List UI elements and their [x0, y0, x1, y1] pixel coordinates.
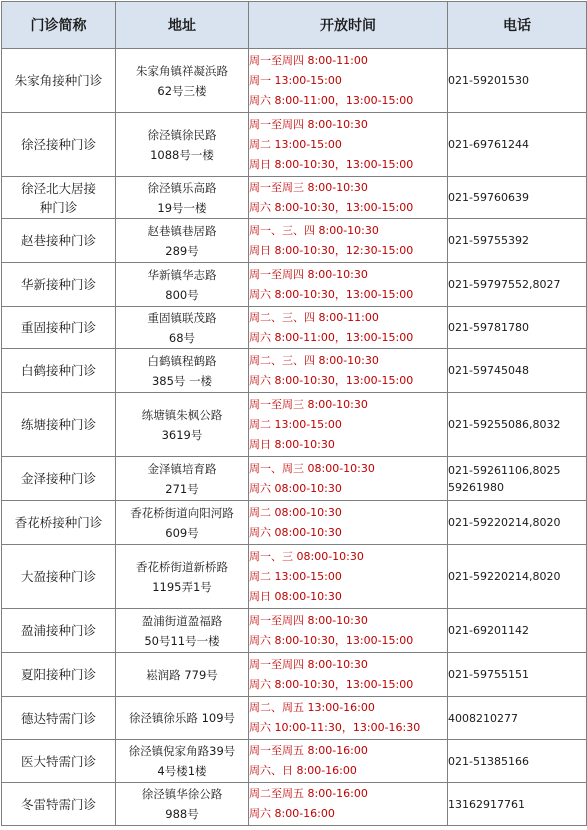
header-address: 地址: [116, 2, 249, 49]
address-line: 19号一楼: [157, 200, 207, 215]
phone-cell: [448, 740, 587, 783]
table-row: [2, 349, 587, 393]
phone-number: 021-69201142: [448, 624, 529, 637]
table-row: [2, 457, 587, 501]
address-line: 1195弄1号: [152, 579, 212, 594]
clinic-name-cell: 香花桥接种门诊: [2, 501, 116, 545]
opening-hours-line: 周二 13:00-15:00: [249, 417, 342, 431]
phone-cell: [448, 783, 587, 826]
opening-hours-cell: [249, 307, 448, 349]
opening-hours-cell: [249, 545, 448, 609]
address-line: 68号: [168, 330, 196, 345]
opening-hours-line: 周一至周五 8:00-16:00: [249, 744, 368, 757]
phone-number: 021-59745048: [448, 364, 529, 377]
address-line: 271号: [165, 481, 199, 496]
clinic-schedule-table: [1, 1, 587, 826]
opening-hours-line: 周六 08:00-10:30: [249, 481, 342, 495]
opening-hours-line: 周二至周五 8:00-16:00: [249, 787, 368, 800]
table-row: [2, 653, 587, 697]
clinic-name-cell: 朱家角接种门诊: [2, 49, 116, 113]
opening-hours-line: 周六、日 8:00-16:00: [249, 764, 357, 777]
clinic-name-cell: 冬雷特需门诊: [2, 783, 116, 826]
address-cell: [116, 697, 249, 740]
address-line: 3619号: [161, 427, 203, 442]
address-line: 988号: [165, 807, 199, 821]
clinic-name-cell: 练塘接种门诊: [2, 393, 116, 457]
phone-number: 021-59220214,8020: [448, 516, 561, 529]
clinic-name-cell: 大盈接种门诊: [2, 545, 116, 609]
table-row: [2, 501, 587, 545]
address-cell: [116, 49, 249, 113]
opening-hours-line: 周一至周四 8:00-11:00: [249, 53, 368, 67]
address-cell: [116, 349, 249, 393]
opening-hours-cell: [249, 177, 448, 219]
opening-hours-line: 周二、三、四 8:00-11:00: [249, 310, 379, 324]
phone-cell: [448, 653, 587, 697]
phone-cell: [448, 177, 587, 219]
address-cell: [116, 263, 249, 307]
phone-cell: [448, 545, 587, 609]
phone-cell: [448, 609, 587, 653]
phone-number: 021-59255086,8032: [448, 418, 561, 431]
phone-cell: [448, 393, 587, 457]
phone-cell: [448, 457, 587, 501]
opening-hours-line: 周日 08:00-10:30: [249, 589, 342, 603]
address-cell: [116, 545, 249, 609]
address-line: 徐泾镇倪家角路39号: [128, 744, 236, 758]
address-cell: [116, 113, 249, 177]
address-line: 练塘镇朱枫公路: [141, 407, 223, 422]
opening-hours-line: 周六 8:00-11:00，13:00-15:00: [249, 330, 414, 344]
address-cell: [116, 501, 249, 545]
clinic-name-cell: 夏阳接种门诊: [2, 653, 116, 697]
phone-number: 021-59201530: [448, 74, 529, 87]
clinic-name-cell: 徐泾北大居接种门诊: [2, 177, 116, 219]
address-cell: [116, 307, 249, 349]
clinic-name-cell: 金泽接种门诊: [2, 457, 116, 501]
address-cell: [116, 219, 249, 263]
clinic-name-cell: 盈浦接种门诊: [2, 609, 116, 653]
table-row: [2, 219, 587, 263]
table-body: [2, 49, 587, 826]
opening-hours-cell: [249, 113, 448, 177]
opening-hours-cell: [249, 49, 448, 113]
address-cell: [116, 393, 249, 457]
table-row: [2, 697, 587, 740]
opening-hours-line: 周六 8:00-10:30，13:00-15:00: [249, 677, 414, 691]
opening-hours-cell: [249, 349, 448, 393]
clinic-name-cell: 重固接种门诊: [2, 307, 116, 349]
address-line: 朱家角镇祥凝浜路: [136, 63, 228, 78]
address-line: 徐泾镇乐高路: [147, 180, 217, 195]
phone-cell: [448, 697, 587, 740]
opening-hours-line: 周二、周五 13:00-16:00: [249, 701, 375, 714]
opening-hours-cell: [249, 393, 448, 457]
opening-hours-cell: [249, 609, 448, 653]
opening-hours-line: 周六 8:00-16:00: [249, 807, 335, 820]
opening-hours-line: 周二 08:00-10:30: [249, 505, 342, 519]
clinic-name-cell: 德达特需门诊: [2, 697, 116, 740]
table-row: [2, 263, 587, 307]
address-line: 崧润路 779号: [146, 667, 218, 682]
opening-hours-cell: [249, 501, 448, 545]
clinic-name-cell: 华新接种门诊: [2, 263, 116, 307]
phone-cell: [448, 501, 587, 545]
address-line: 609号: [165, 525, 199, 540]
table-row: [2, 783, 587, 826]
address-cell: [116, 457, 249, 501]
opening-hours-cell: [249, 457, 448, 501]
address-line: 重固镇联茂路: [147, 310, 217, 325]
phone-number: 13162917761: [448, 797, 525, 811]
header-row: [2, 2, 587, 49]
opening-hours-line: 周六 08:00-10:30: [249, 525, 342, 539]
opening-hours-line: 周一、三、四 8:00-10:30: [249, 223, 379, 237]
table-row: [2, 113, 587, 177]
opening-hours-line: 周一 13:00-15:00: [249, 73, 342, 87]
opening-hours-line: 周二 13:00-15:00: [249, 569, 342, 583]
phone-cell: [448, 219, 587, 263]
header-opening-hours: 开放时间: [249, 2, 448, 49]
clinic-name-cell: 白鹤接种门诊: [2, 349, 116, 393]
phone-number: 59261980: [448, 480, 504, 494]
phone-number: 021-59755392: [448, 234, 529, 247]
clinic-name-cell: 赵巷接种门诊: [2, 219, 116, 263]
phone-cell: [448, 307, 587, 349]
address-line: 385号 一楼: [151, 373, 213, 388]
phone-number: 021-59781780: [448, 321, 529, 334]
address-line: 白鹤镇程鹤路: [147, 353, 217, 368]
phone-cell: [448, 49, 587, 113]
address-cell: [116, 609, 249, 653]
table-row: [2, 49, 587, 113]
opening-hours-line: 周六 8:00-10:30，13:00-15:00: [249, 633, 414, 647]
opening-hours-line: 周一至周四 8:00-10:30: [249, 613, 368, 627]
phone-number: 021-59797552,8027: [448, 278, 561, 291]
opening-hours-line: 周六 8:00-10:30，13:00-15:00: [249, 287, 414, 301]
phone-number: 4008210277: [448, 711, 518, 725]
address-line: 289号: [165, 243, 199, 258]
opening-hours-line: 周二、三、四 8:00-10:30: [249, 353, 379, 367]
table-row: [2, 609, 587, 653]
table-row: [2, 177, 587, 219]
opening-hours-cell: [249, 740, 448, 783]
address-line: 徐泾镇华徐公路: [141, 787, 223, 801]
table-row: [2, 307, 587, 349]
opening-hours-line: 周六 8:00-10:30，13:00-15:00: [249, 200, 414, 214]
clinic-name-cell: 医大特需门诊: [2, 740, 116, 783]
address-line: 盈浦街道盈福路: [141, 613, 223, 628]
phone-number: 021-59755151: [448, 668, 529, 681]
address-line: 徐泾镇徐乐路 109号: [128, 711, 236, 725]
phone-number: 021-51385166: [448, 754, 529, 768]
opening-hours-line: 周一至周四 8:00-10:30: [249, 267, 368, 281]
address-line: 金泽镇培育路: [147, 461, 217, 476]
opening-hours-cell: [249, 653, 448, 697]
opening-hours-line: 周一至周三 8:00-10:30: [249, 180, 368, 194]
opening-hours-cell: [249, 263, 448, 307]
address-line: 1088号一楼: [150, 147, 214, 162]
table-row: [2, 545, 587, 609]
opening-hours-line: 周六 8:00-10:30，13:00-15:00: [249, 373, 414, 387]
opening-hours-line: 周二 13:00-15:00: [249, 137, 342, 151]
phone-number: 021-59261106,8025: [448, 463, 561, 477]
address-line: 华新镇华志路: [147, 267, 217, 282]
opening-hours-line: 周一至周四 8:00-10:30: [249, 657, 368, 671]
address-cell: [116, 177, 249, 219]
opening-hours-cell: [249, 697, 448, 740]
address-line: 赵巷镇巷居路: [147, 223, 217, 238]
header-phone: 电话: [448, 2, 587, 49]
address-line: 4号楼1楼: [157, 764, 207, 778]
address-line: 62号三楼: [157, 83, 207, 98]
opening-hours-line: 周一、周三 08:00-10:30: [249, 461, 375, 475]
address-line: 800号: [165, 287, 199, 302]
address-line: 香花桥街道向阳河路: [130, 505, 234, 520]
phone-number: 021-59760639: [448, 191, 529, 204]
phone-number: 021-69761244: [448, 138, 529, 151]
clinic-name-cell: 徐泾接种门诊: [2, 113, 116, 177]
phone-cell: [448, 349, 587, 393]
phone-cell: [448, 113, 587, 177]
table-row: [2, 393, 587, 457]
opening-hours-line: 周六 10:00-11:30，13:00-16:30: [249, 721, 421, 734]
address-cell: [116, 740, 249, 783]
phone-cell: [448, 263, 587, 307]
address-line: 徐泾镇徐民路: [147, 127, 217, 142]
address-cell: [116, 783, 249, 826]
opening-hours-line: 周一至周三 8:00-10:30: [249, 397, 368, 411]
address-cell: [116, 653, 249, 697]
opening-hours-line: 周六 8:00-11:00，13:00-15:00: [249, 93, 414, 107]
opening-hours-line: 周日 8:00-10:30: [249, 437, 335, 451]
table-row: [2, 740, 587, 783]
opening-hours-cell: [249, 219, 448, 263]
opening-hours-line: 周一、三 08:00-10:30: [249, 549, 364, 563]
opening-hours-line: 周一至周四 8:00-10:30: [249, 117, 368, 131]
phone-number: 021-59220214,8020: [448, 570, 561, 583]
address-line: 香花桥街道新桥路: [136, 559, 228, 574]
header-clinic-name: 门诊简称: [2, 2, 116, 49]
opening-hours-cell: [249, 783, 448, 826]
address-line: 50号11号一楼: [144, 633, 220, 648]
opening-hours-line: 周日 8:00-10:30，13:00-15:00: [249, 157, 414, 171]
opening-hours-line: 周日 8:00-10:30，12:30-15:00: [249, 243, 414, 257]
